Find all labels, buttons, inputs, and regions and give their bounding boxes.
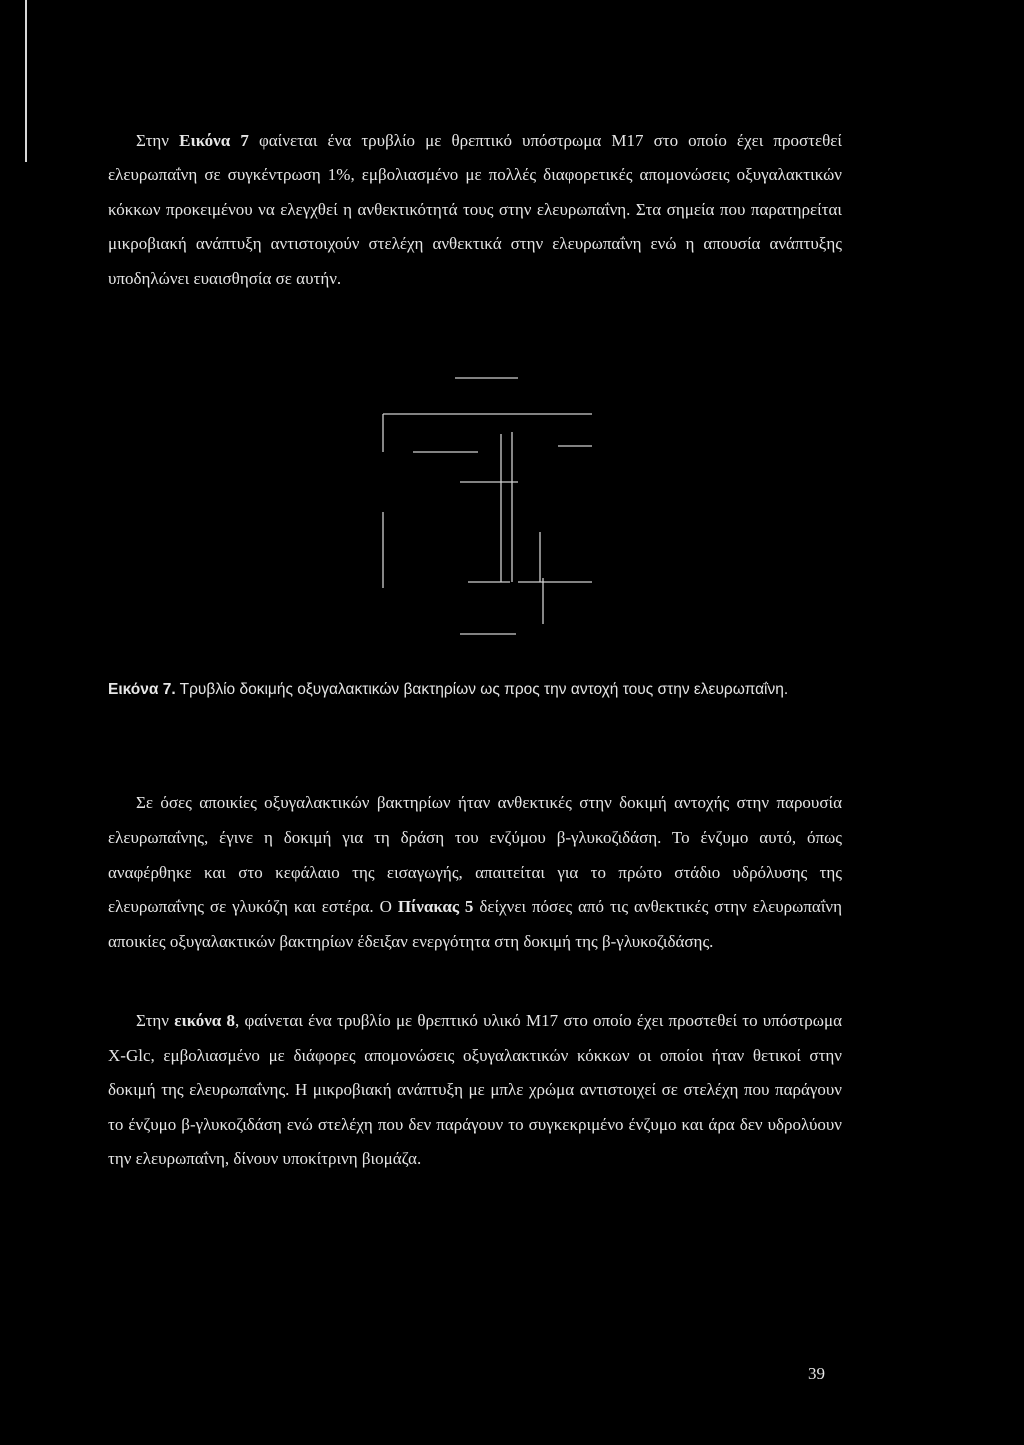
paragraph-3-text-start: Στην	[136, 1011, 175, 1030]
table-5-reference: Πίνακας 5	[397, 897, 474, 917]
paragraph-3	[108, 1004, 842, 1177]
paragraph-3-text: , φαίνεται ένα τρυβλίο με θρεπτικό υλικό M17 στο οποίο έχει προστεθεί το υπόστρωμα X-Glc, εμβολιασμένο με διάφορες απομονώσεις οξυγαλακτικών κόκκων οι οποίοι ήταν θετικοί στην δοκιμή της ελευρωπαΐνης. Η μικροβιακή ανάπτυξη με μπλε χρώμα αντιστοιχεί σε στελέχη που παράγουν το ένζυμο β-γλυκοζιδάση ενώ στελέχη που δεν παράγουν το συγκεκριμένο ένζυμο και άρα δεν υδρολύουν την ελευρωπαΐνη, δίνουν υποκίτρινη βιομάζα.	[108, 1011, 842, 1169]
paragraph-2-text: Σε όσες αποικίες οξυγαλακτικών βακτηρίων ήταν ανθεκτικές στην δοκιμή αντοχής στην παρουσία ελευρωπαΐνης, έγινε η δοκιμή για τη δράση του ενζύμου β-γλυκοζιδάση. Το ένζυμο αυτό, όπως αναφέρθηκε και στο κεφάλαιο της εισαγωγής, απαιτείται για το πρώτο στάδιο υδρόλυσης της ελευρωπαΐνης σε γλυκόζη και εστέρα. Ο	[108, 793, 842, 917]
figure-7-caption-label: Εικόνα 7.	[108, 681, 176, 698]
figure-7-caption	[108, 672, 842, 708]
figure-7-image	[380, 372, 620, 642]
paragraph-1-text-start: Στην	[136, 131, 180, 150]
paragraph-1	[108, 124, 842, 296]
paragraph-2	[108, 786, 842, 960]
figure-7-reference: Εικόνα 7	[179, 131, 249, 150]
paragraph-1-text: φαίνεται ένα τρυβλίο με θρεπτικό υπόστρωμα M17 στο οποίο έχει προστεθεί ελευρωπαΐνη σε συγκέντρωση 1%, εμβολιασμένο με πολλές διαφορετικές απομονώσεις οξυγαλακτικών κόκκων προκειμένου να ελεγχθεί η ανθεκτικότητά τους στην ελευρωπαΐνη. Στα σημεία που παρατηρείται μικροβιακή ανάπτυξη αντιστοιχούν στελέχη ανθεκτικά στην ελευρωπαΐνη ενώ η απουσία ανάπτυξης υποδηλώνει ευαισθησία σε αυτήν.	[108, 131, 842, 288]
paragraph-2-text-end: δείχνει πόσες από τις ανθεκτικές στην ελευρωπαΐνη αποικίες οξυγαλακτικών βακτηρίων έδειξαν ενεργότητα στη δοκιμή της β-γλυκοζιδάσης.	[108, 897, 842, 952]
page-edge-line	[25, 0, 27, 162]
figure-7-caption-text: Τρυβλίο δοκιμής οξυγαλακτικών βακτηρίων ως προς την αντοχή τους στην ελευρωπαΐνη.	[175, 681, 789, 698]
petri-dish-figure	[380, 372, 620, 642]
figure-8-reference: εικόνα 8	[174, 1011, 235, 1030]
page-number: 39	[808, 1364, 825, 1383]
